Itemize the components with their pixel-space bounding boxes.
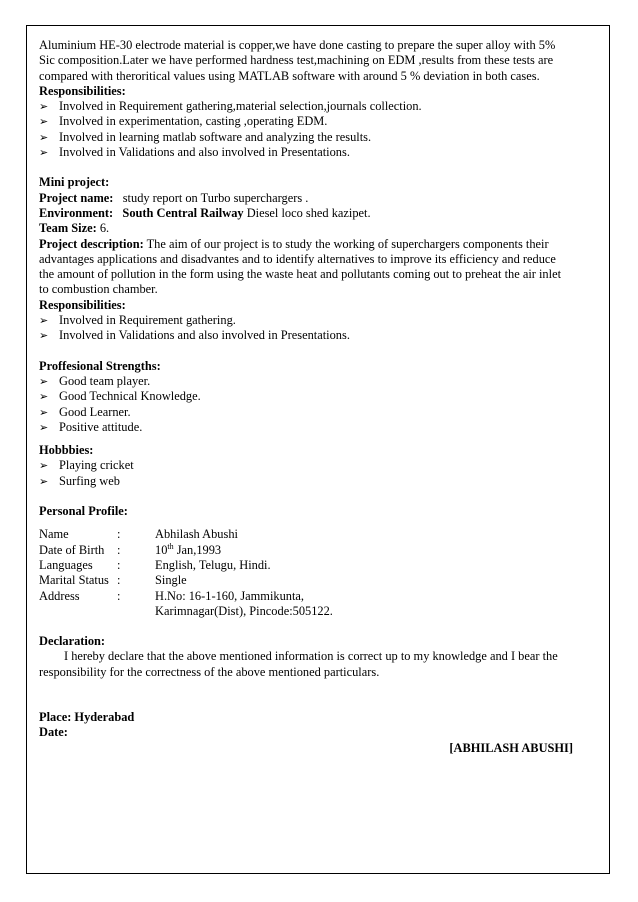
profile-key: Name	[39, 527, 69, 542]
profile-row	[39, 527, 599, 542]
address-line-2: Karimnagar(Dist), Pincode:505122.	[155, 603, 333, 618]
list-item: ➢ Surfing web	[39, 474, 599, 489]
list-item: ➢ Involved in Validations and also involved in Presentations.	[39, 145, 599, 160]
profile-table	[39, 527, 599, 619]
responsibilities-heading: Responsibilities:	[39, 83, 126, 98]
team-size-label: Team Size:	[39, 221, 97, 236]
list-item: ➢ Good team player.	[39, 374, 599, 389]
profile-colon: :	[117, 542, 121, 557]
list-item: ➢ Involved in experimentation, casting ,operating EDM.	[39, 114, 599, 129]
project-name-row	[39, 191, 599, 206]
strengths-list	[39, 374, 599, 435]
profile-row	[39, 558, 599, 573]
list-item: ➢ Playing cricket	[39, 458, 599, 473]
resume-page	[26, 25, 610, 874]
declaration-line: I hereby declare that the above mentioned information is correct up to my knowledge and I bear the	[64, 649, 558, 664]
declaration-heading: Declaration:	[39, 634, 106, 649]
intro-line: Sic composition.Later we have performed hardness test,machining on EDM ,results from these tests are	[39, 53, 554, 68]
profile-value: H.No: 16-1-160, Jammikunta,	[155, 588, 305, 603]
place: Place: Hyderabad	[39, 709, 135, 724]
description-line: The aim of our project is to study the working of superchargers components their	[146, 236, 549, 251]
responsibilities-list	[39, 99, 599, 160]
page-content	[39, 38, 599, 756]
project-name-value: study report on Turbo superchargers .	[122, 190, 309, 205]
profile-value: English, Telugu, Hindi.	[155, 557, 271, 572]
project-description-label: Project description:	[39, 236, 144, 251]
description-line: advantages applications and disadvantes and to identify alternatives to improve its efficiency and reduce	[39, 251, 556, 266]
list-item: ➢ Involved in Requirement gathering.	[39, 313, 599, 328]
list-item: ➢ Good Learner.	[39, 405, 599, 420]
mini-project-heading: Mini project:	[39, 175, 110, 190]
environment-label: Environment:	[39, 205, 114, 220]
profile-heading: Personal Profile:	[39, 504, 128, 519]
profile-colon: :	[117, 573, 121, 588]
environment-row	[39, 206, 599, 221]
strengths-heading: Proffesional Strengths:	[39, 358, 161, 373]
environment-value: Diesel loco shed kazipet.	[246, 205, 371, 220]
profile-value: Abhilash Abushi	[155, 527, 238, 542]
list-item: ➢ Involved in Validations and also involved in Presentations.	[39, 328, 599, 343]
list-item: ➢ Good Technical Knowledge.	[39, 389, 599, 404]
project-description	[39, 237, 599, 298]
intro-line: compared with theroritical values using MATLAB software with around 5 % deviation in both cases.	[39, 68, 540, 83]
intro-line: Aluminium HE-30 electrode material is copper,we have done casting to prepare the super alloy with 5%	[39, 38, 556, 52]
environment-org: South Central Railway	[122, 205, 244, 220]
profile-value: Single	[155, 573, 187, 588]
profile-colon: :	[117, 527, 121, 542]
description-line: to combustion chamber.	[39, 282, 158, 297]
team-size-row	[39, 221, 599, 236]
mini-responsibilities-heading: Responsibilities:	[39, 297, 126, 312]
list-item: ➢ Positive attitude.	[39, 420, 599, 435]
mini-responsibilities-list	[39, 313, 599, 344]
profile-colon: :	[117, 588, 121, 603]
profile-value: 10th Jan,1993	[155, 541, 222, 557]
hobbies-list	[39, 458, 599, 489]
list-item: ➢ Involved in Requirement gathering,material selection,journals collection.	[39, 99, 599, 114]
profile-key: Address	[39, 588, 80, 603]
profile-row	[39, 604, 599, 619]
profile-key: Marital Status	[39, 573, 109, 588]
signature: [ABHILASH ABUSHI]	[449, 740, 573, 755]
profile-colon: :	[117, 557, 121, 572]
profile-key: Languages	[39, 557, 93, 572]
profile-row	[39, 589, 599, 604]
date: Date:	[39, 725, 68, 740]
profile-row	[39, 543, 599, 558]
intro-paragraph	[39, 38, 599, 84]
profile-row	[39, 573, 599, 588]
profile-key: Date of Birth	[39, 542, 105, 557]
team-size-value: 6.	[99, 221, 110, 236]
project-name-label: Project name:	[39, 190, 114, 205]
declaration-line: responsibility for the correctness of the above mentioned particulars.	[39, 664, 380, 679]
list-item: ➢ Involved in learning matlab software and analyzing the results.	[39, 130, 599, 145]
hobbies-heading: Hobbbies:	[39, 443, 94, 458]
description-line: the amount of pollution in the form using the waste heat and pollutants coming out to preheat the air inlet	[39, 267, 562, 282]
